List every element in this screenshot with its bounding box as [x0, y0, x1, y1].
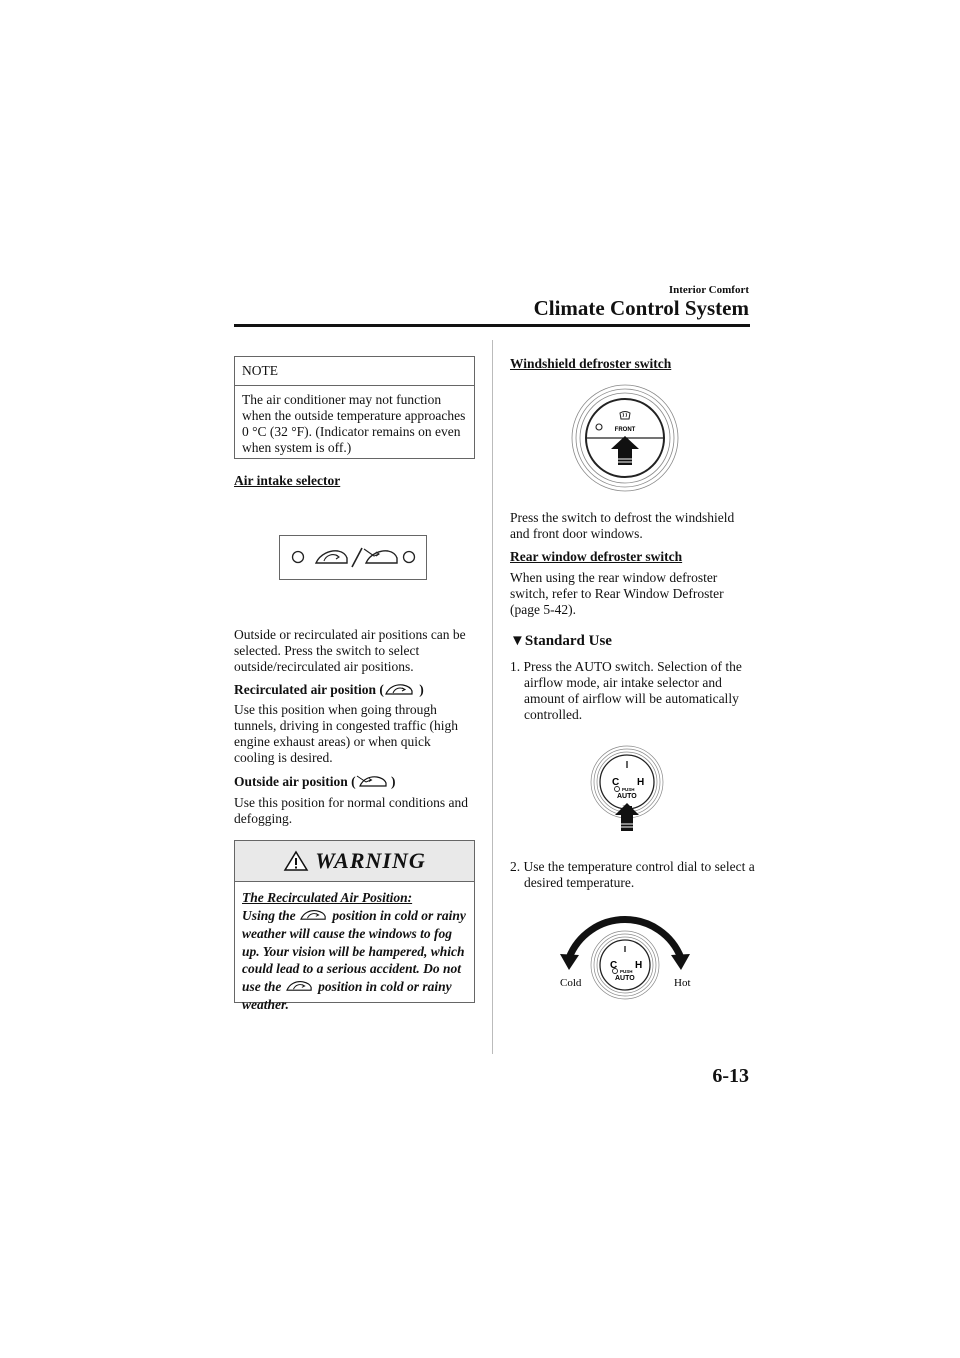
recirc-label-pre: Recirculated air position (	[234, 682, 384, 698]
defroster-switch-illustration	[570, 383, 680, 493]
recirc-label-post: )	[419, 682, 424, 698]
note-box	[234, 356, 475, 459]
cold-letter: C	[612, 777, 620, 788]
header-rule	[234, 324, 750, 327]
warning-text-c: position in cold or rainy weather.	[242, 978, 452, 1013]
windshield-defrost-icon	[620, 412, 630, 420]
recirc-body: Use this position when going through tunnels, driving in congested traffic (high engine exhaust areas) or when quick cooling is desired.	[234, 702, 458, 765]
recirculated-air-icon	[384, 682, 416, 700]
outside-air-icon	[356, 774, 388, 792]
air-intake-switch-illustration	[279, 535, 427, 580]
outside-body: Use this position for normal conditions and defogging.	[234, 795, 468, 826]
warning-title: WARNING	[315, 848, 426, 873]
warning-header	[235, 841, 474, 882]
auto-label: AUTO	[615, 975, 635, 982]
auto-label: AUTO	[617, 793, 637, 800]
cold-letter: C	[610, 960, 618, 971]
hot-letter: H	[635, 960, 643, 971]
recirculated-air-icon	[285, 979, 315, 997]
warning-text-a: Using the	[242, 907, 296, 923]
rear-defroster-body: When using the rear window defroster switch, refer to Rear Window Defroster (page 5-42).	[510, 570, 724, 617]
standard-use-heading: ▼Standard Use	[510, 633, 612, 649]
step-1: 1. Press the AUTO switch. Selection of the airflow mode, air intake selector and amount of airflow will be automatically controlled.	[510, 659, 742, 722]
warning-text-b: position in cold or rainy weather will cause the windows to fog up. Your vision will be hampered, which could lead to a serious accident. Do not use the	[242, 907, 466, 994]
defroster-body: Press the switch to defrost the windshield and front door windows.	[510, 510, 735, 541]
warning-subtitle: The Recirculated Air Position:	[242, 890, 413, 905]
triangle-marker: ▼	[510, 633, 525, 649]
outside-label	[234, 774, 474, 792]
section-label: Interior Comfort	[668, 284, 749, 296]
temperature-dial-illustration	[552, 908, 702, 1008]
air-intake-switch-icon	[280, 536, 426, 579]
front-label: FRONT	[614, 427, 636, 433]
cold-label: Cold	[560, 977, 582, 989]
warning-triangle-icon	[283, 850, 309, 872]
note-heading: NOTE	[235, 357, 474, 386]
hot-label: Hot	[674, 977, 691, 989]
column-divider	[492, 340, 493, 1054]
recirc-label	[234, 682, 474, 700]
recirculated-air-icon	[299, 908, 329, 926]
warning-box	[234, 840, 475, 1013]
page-title: Climate Control System	[533, 296, 749, 320]
hot-letter: H	[637, 777, 645, 788]
note-text: The air conditioner may not function when the outside temperature approaches 0 °C (32 °F). (Indicator remains on even when system is off.)	[242, 392, 466, 455]
push-label: PUSH	[620, 969, 633, 974]
warning-text	[235, 882, 474, 1021]
page-number: 6-13	[712, 1065, 749, 1087]
push-label: PUSH	[622, 787, 635, 792]
outside-label-post: )	[391, 774, 396, 790]
defroster-heading: Windshield defroster switch	[510, 356, 672, 371]
press-arrow-icon	[611, 436, 639, 465]
rotation-arc-icon	[560, 920, 690, 970]
air-intake-heading: Air intake selector	[234, 473, 341, 488]
air-intake-body: Outside or recirculated air positions can be selected. Press the switch to select outside/recirculated air positions.	[234, 627, 466, 674]
outside-label-pre: Outside air position (	[234, 774, 356, 790]
auto-dial-illustration	[586, 745, 668, 833]
step-2: 2. Use the temperature control dial to select a desired temperature.	[510, 859, 755, 890]
rear-defroster-heading: Rear window defroster switch	[510, 549, 683, 564]
